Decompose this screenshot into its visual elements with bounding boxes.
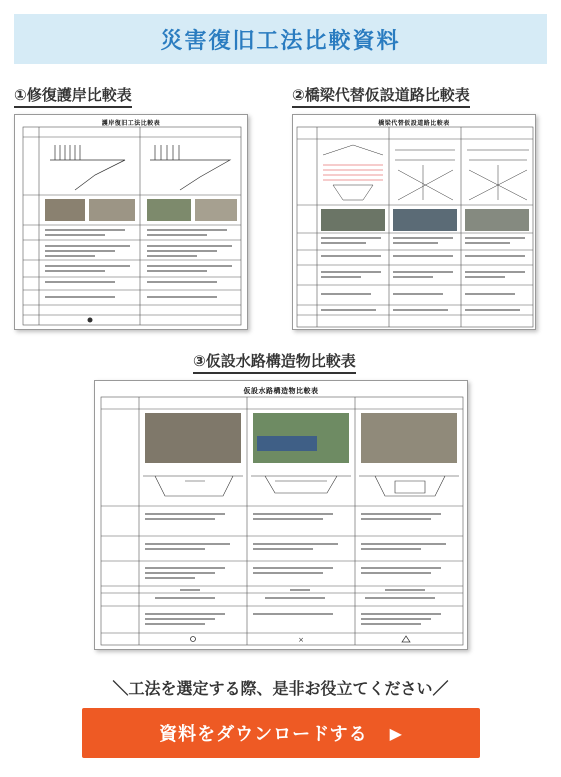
doc-table-graphic	[293, 115, 536, 330]
doc-table-graphic	[95, 381, 468, 650]
doc-preview-bridge[interactable]	[292, 114, 536, 330]
page-title: 災害復旧工法比較資料	[160, 28, 401, 54]
doc-preview-revetment[interactable]	[14, 114, 248, 330]
doc-preview-waterway[interactable]	[94, 380, 468, 650]
doc-label-bridge: ②橋梁代替仮設道路比較表	[292, 84, 470, 108]
play-arrow-icon: ▶	[389, 723, 403, 743]
doc-label-waterway: ③仮設水路構造物比較表	[193, 350, 356, 374]
doc-table-graphic	[15, 115, 248, 330]
download-button[interactable]	[82, 708, 480, 758]
banner-header	[14, 14, 547, 64]
cta-lead-text: ＼工法を選定する際、是非お役立てください／	[112, 679, 449, 698]
doc-sheet-title: 護岸復旧工法比較表	[101, 120, 161, 127]
doc-sheet-title: 仮設水路構造物比較表	[243, 387, 319, 395]
doc-sheet-title: 橋梁代替仮設道路比較表	[378, 120, 450, 127]
svg-text:×: ×	[298, 636, 304, 644]
download-button-label: 資料をダウンロードする	[159, 724, 368, 745]
doc-label-revetment: ①修復護岸比較表	[14, 84, 132, 108]
